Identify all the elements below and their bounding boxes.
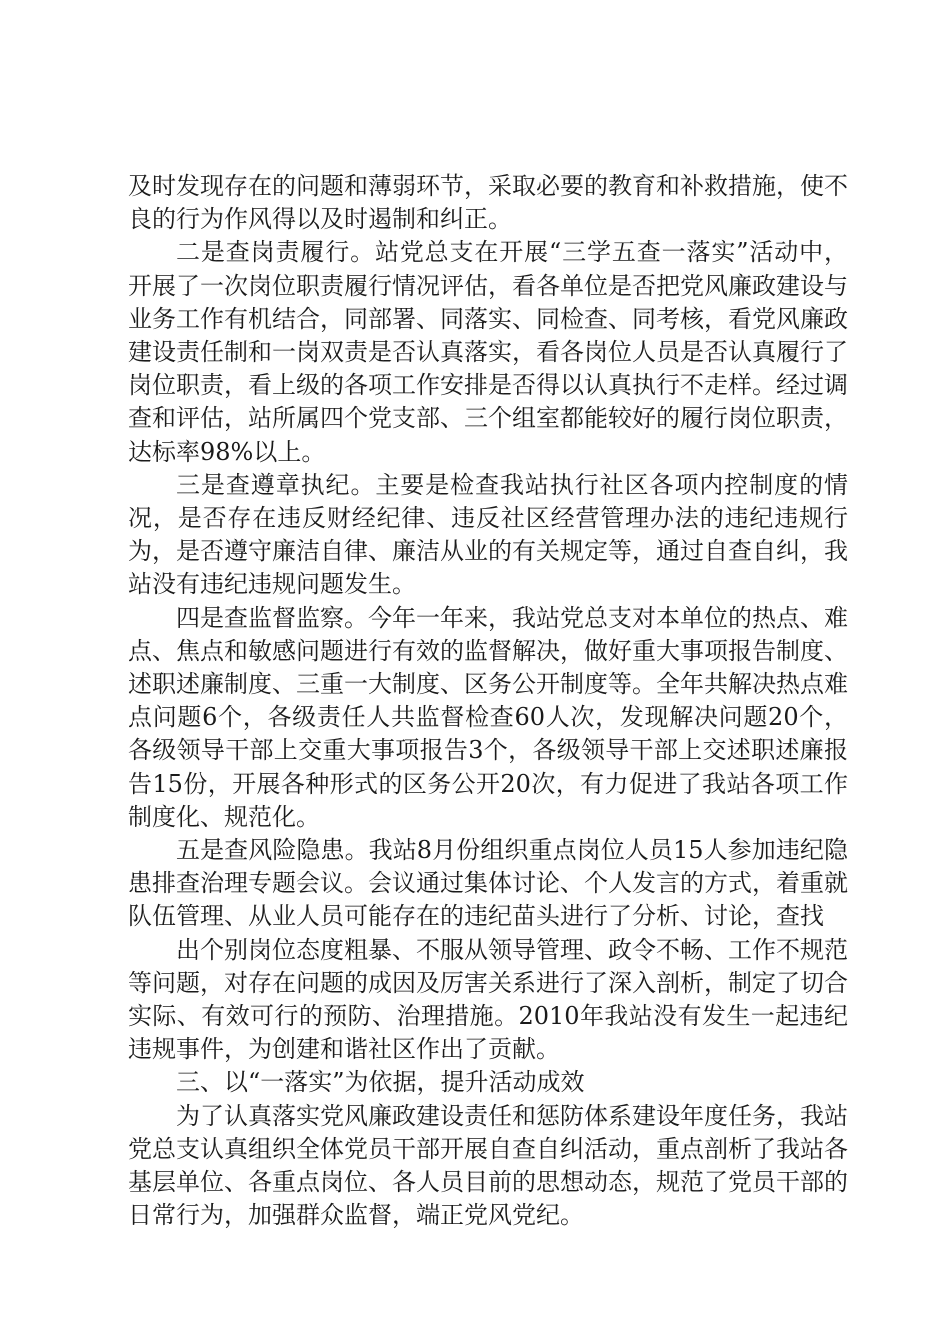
paragraph-risk-check: 五是查风险隐患。我站8月份组织重点岗位人员15人参加违纪隐患排查治理专题会议。会议通过集体讨论、个人发言的方式，着重就队伍管理、从业人员可能存在的违纪苗头进行了分析、讨论，查找 bbox=[128, 836, 848, 931]
section-heading: 三、以“一落实”为依据，提升活动成效 bbox=[176, 1068, 585, 1097]
paragraph-risk-findings: 出个别岗位态度粗暴、不服从领导管理、政令不畅、工作不规范等问题，对存在问题的成因及厉害关系进行了深入剖析，制定了切合实际、有效可行的预防、治理措施。2010年我站没有发生一起违纪违规事件，为创建和谐社区作出了贡献。 bbox=[128, 935, 848, 1064]
document-body bbox=[128, 170, 848, 1233]
paragraph-implementation: 为了认真落实党风廉政建设责任和惩防体系建设年度任务，我站党总支认真组织全体党员干部开展自查自纠活动，重点剖析了我站各基层单位、各重点岗位、各人员目前的思想动态，规范了党员干部的日常行为，加强群众监督，端正党风党纪。 bbox=[128, 1101, 848, 1230]
paragraph-discipline-check: 三是查遵章执纪。主要是检查我站执行社区各项内控制度的情况，是否存在违反财经纪律、违反社区经营管理办法的违纪违规行为，是否遵守廉洁自律、廉洁从业的有关规定等，通过自查自纠，我站没有违纪违规问题发生。 bbox=[128, 470, 848, 599]
paragraph-continuation: 及时发现存在的问题和薄弱环节，采取必要的教育和补救措施，使不良的行为作风得以及时遏制和纠正。 bbox=[128, 172, 848, 234]
paragraph-supervision-check: 四是查监督监察。今年一年来，我站党总支对本单位的热点、难点、焦点和敏感问题进行有效的监督解决，做好重大事项报告制度、述职述廉制度、三重一大制度、区务公开制度等。全年共解决热点难点问题6个，各级责任人共监督检查60人次，发现解决问题20个，各级领导干部上交重大事项报告3个，各级领导干部上交述职述廉报告15份，开展各种形式的区务公开20次，有力促进了我站各项工作制度化、规范化。 bbox=[128, 603, 848, 831]
paragraph-post-duty-check: 二是查岗责履行。站党总支在开展“三学五查一落实”活动中，开展了一次岗位职责履行情况评估，看各单位是否把党风廉政建设与业务工作有机结合，同部署、同落实、同检查、同考核，看党风廉政建设责任制和一岗双责是否认真落实，看各岗位人员是否认真履行了岗位职责，看上级的各项工作安排是否得以认真执行不走样。经过调查和评估，站所属四个党支部、三个组室都能较好的履行岗位职责，达标率98%以上。 bbox=[128, 238, 848, 466]
